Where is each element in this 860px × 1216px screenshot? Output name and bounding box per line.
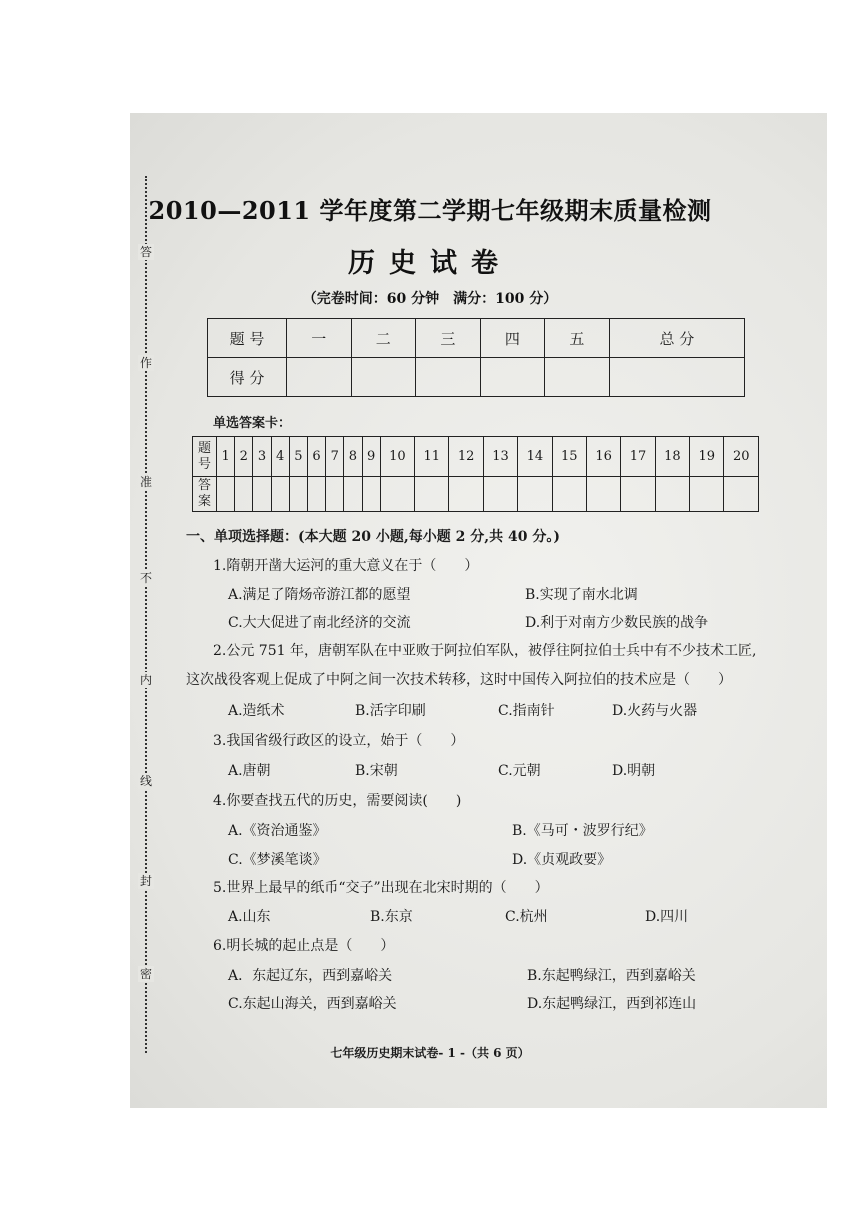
question-number: 8	[344, 437, 362, 477]
answer-cell[interactable]	[483, 477, 517, 512]
option-d: D.《贞观政要》	[512, 852, 612, 868]
option-b: B.东起鸭绿江，西到嘉峪关	[527, 968, 696, 984]
answer-cell[interactable]	[586, 477, 620, 512]
answer-cell[interactable]	[307, 477, 325, 512]
answer-cell[interactable]	[289, 477, 307, 512]
score-table	[207, 318, 745, 397]
page-footer: 七年级历史期末试卷- 1 -（共 6 页）	[330, 1046, 530, 1060]
exam-info: （完卷时间：60 分钟 满分：100 分）	[302, 291, 558, 307]
score-header-cell: 一	[287, 319, 352, 358]
option-a: A.唐朝	[228, 763, 271, 779]
question-number: 11	[415, 437, 449, 477]
score-cell[interactable]	[416, 358, 481, 397]
score-cell[interactable]	[609, 358, 744, 397]
score-header-cell: 四	[480, 319, 545, 358]
answer-card-label: 单选答案卡：	[213, 416, 292, 431]
score-row-label: 得 分	[208, 358, 287, 397]
question-number: 4	[271, 437, 289, 477]
option-c: C.《梦溪笔谈》	[228, 852, 327, 868]
option-b: B.《马可・波罗行纪》	[512, 823, 653, 839]
answer-row-label: 答案	[193, 477, 217, 512]
option-c: C.东起山海关，西到嘉峪关	[228, 996, 397, 1012]
exam-title: 2010—2011 学年度第二学期七年级期末质量检测	[148, 196, 712, 225]
answer-cell[interactable]	[217, 477, 235, 512]
option-d: D.火药与火器	[612, 703, 698, 719]
answer-cell[interactable]	[253, 477, 271, 512]
section-heading: 一、单项选择题：(本大题 20 小题,每小题 2 分,共 40 分。)	[186, 529, 560, 545]
question-number: 2	[235, 437, 253, 477]
option-b: B.东京	[370, 909, 413, 925]
answer-cell[interactable]	[724, 477, 759, 512]
answer-cell[interactable]	[690, 477, 724, 512]
binding-char: 答	[139, 245, 152, 259]
answer-cell[interactable]	[271, 477, 289, 512]
question-number: 6	[307, 437, 325, 477]
answer-cell[interactable]	[235, 477, 253, 512]
option-c: C.杭州	[505, 909, 548, 925]
score-cell[interactable]	[480, 358, 545, 397]
score-cell[interactable]	[545, 358, 610, 397]
answer-cell[interactable]	[552, 477, 586, 512]
question-number: 9	[362, 437, 380, 477]
question-stem-continued: 这次战役客观上促成了中阿之间一次技术转移，这时中国传入阿拉伯的技术应是（ ）	[186, 672, 732, 688]
score-cell[interactable]	[351, 358, 416, 397]
score-header-cell: 题 号	[208, 319, 287, 358]
score-header-cell: 二	[351, 319, 416, 358]
question-number: 1	[217, 437, 235, 477]
question-number: 18	[655, 437, 689, 477]
option-b: B.实现了南水北调	[525, 587, 638, 603]
answer-cell[interactable]	[518, 477, 552, 512]
question-number: 10	[380, 437, 414, 477]
answer-cell[interactable]	[362, 477, 380, 512]
option-c: C.元朝	[498, 763, 541, 779]
answer-cell[interactable]	[655, 477, 689, 512]
question-stem: 1.隋朝开凿大运河的重大意义在于（ ）	[213, 558, 479, 574]
answer-cell[interactable]	[415, 477, 449, 512]
question-stem: 3.我国省级行政区的设立，始于（ ）	[213, 733, 465, 749]
binding-char: 不	[139, 571, 152, 585]
answer-cell[interactable]	[380, 477, 414, 512]
question-number: 17	[621, 437, 655, 477]
question-stem: 6.明长城的起止点是（ ）	[213, 938, 395, 954]
option-c: C.大大促进了南北经济的交流	[228, 615, 411, 631]
question-number: 13	[483, 437, 517, 477]
question-stem: 5.世界上最早的纸币“交子”出现在北宋时期的（ ）	[213, 880, 549, 896]
answer-card-table	[192, 436, 759, 512]
option-a: A.造纸术	[228, 703, 285, 719]
question-number: 20	[724, 437, 759, 477]
question-stem: 4.你要查找五代的历史，需要阅读( )	[213, 793, 462, 809]
option-b: B.宋朝	[355, 763, 398, 779]
question-number: 7	[326, 437, 344, 477]
binding-char: 密	[139, 967, 152, 981]
subject-title: 历史试卷	[348, 248, 512, 279]
score-cell[interactable]	[287, 358, 352, 397]
score-header-cell: 总 分	[609, 319, 744, 358]
answer-cell[interactable]	[344, 477, 362, 512]
option-a: A.山东	[228, 909, 271, 925]
option-b: B.活字印刷	[355, 703, 426, 719]
option-a: A．东起辽东，西到嘉峪关	[228, 968, 393, 984]
question-stem: 2.公元 751 年，唐朝军队在中亚败于阿拉伯军队，被俘往阿拉伯士兵中有不少技术工匠,	[213, 643, 757, 659]
answer-cell[interactable]	[621, 477, 655, 512]
option-a: A.《资治通鉴》	[228, 823, 327, 839]
option-a: A.满足了隋炀帝游江都的愿望	[228, 587, 411, 603]
score-header-cell: 三	[416, 319, 481, 358]
binding-char: 内	[139, 673, 152, 687]
binding-char: 准	[139, 475, 152, 489]
question-number: 16	[586, 437, 620, 477]
option-d: D.利于对南方少数民族的战争	[525, 615, 709, 631]
option-d: D.东起鸭绿江，西到祁连山	[527, 996, 697, 1012]
option-d: D.明朝	[612, 763, 656, 779]
score-header-cell: 五	[545, 319, 610, 358]
question-number: 19	[690, 437, 724, 477]
question-number: 12	[449, 437, 483, 477]
option-c: C.指南针	[498, 703, 555, 719]
question-number: 3	[253, 437, 271, 477]
binding-char: 封	[139, 874, 152, 888]
option-d: D.四川	[645, 909, 689, 925]
binding-char: 作	[139, 356, 152, 370]
answer-cell[interactable]	[326, 477, 344, 512]
question-number: 14	[518, 437, 552, 477]
answer-cell[interactable]	[449, 477, 483, 512]
answer-row-label: 题号	[193, 437, 217, 477]
question-number: 5	[289, 437, 307, 477]
binding-char: 线	[139, 774, 152, 788]
question-number: 15	[552, 437, 586, 477]
